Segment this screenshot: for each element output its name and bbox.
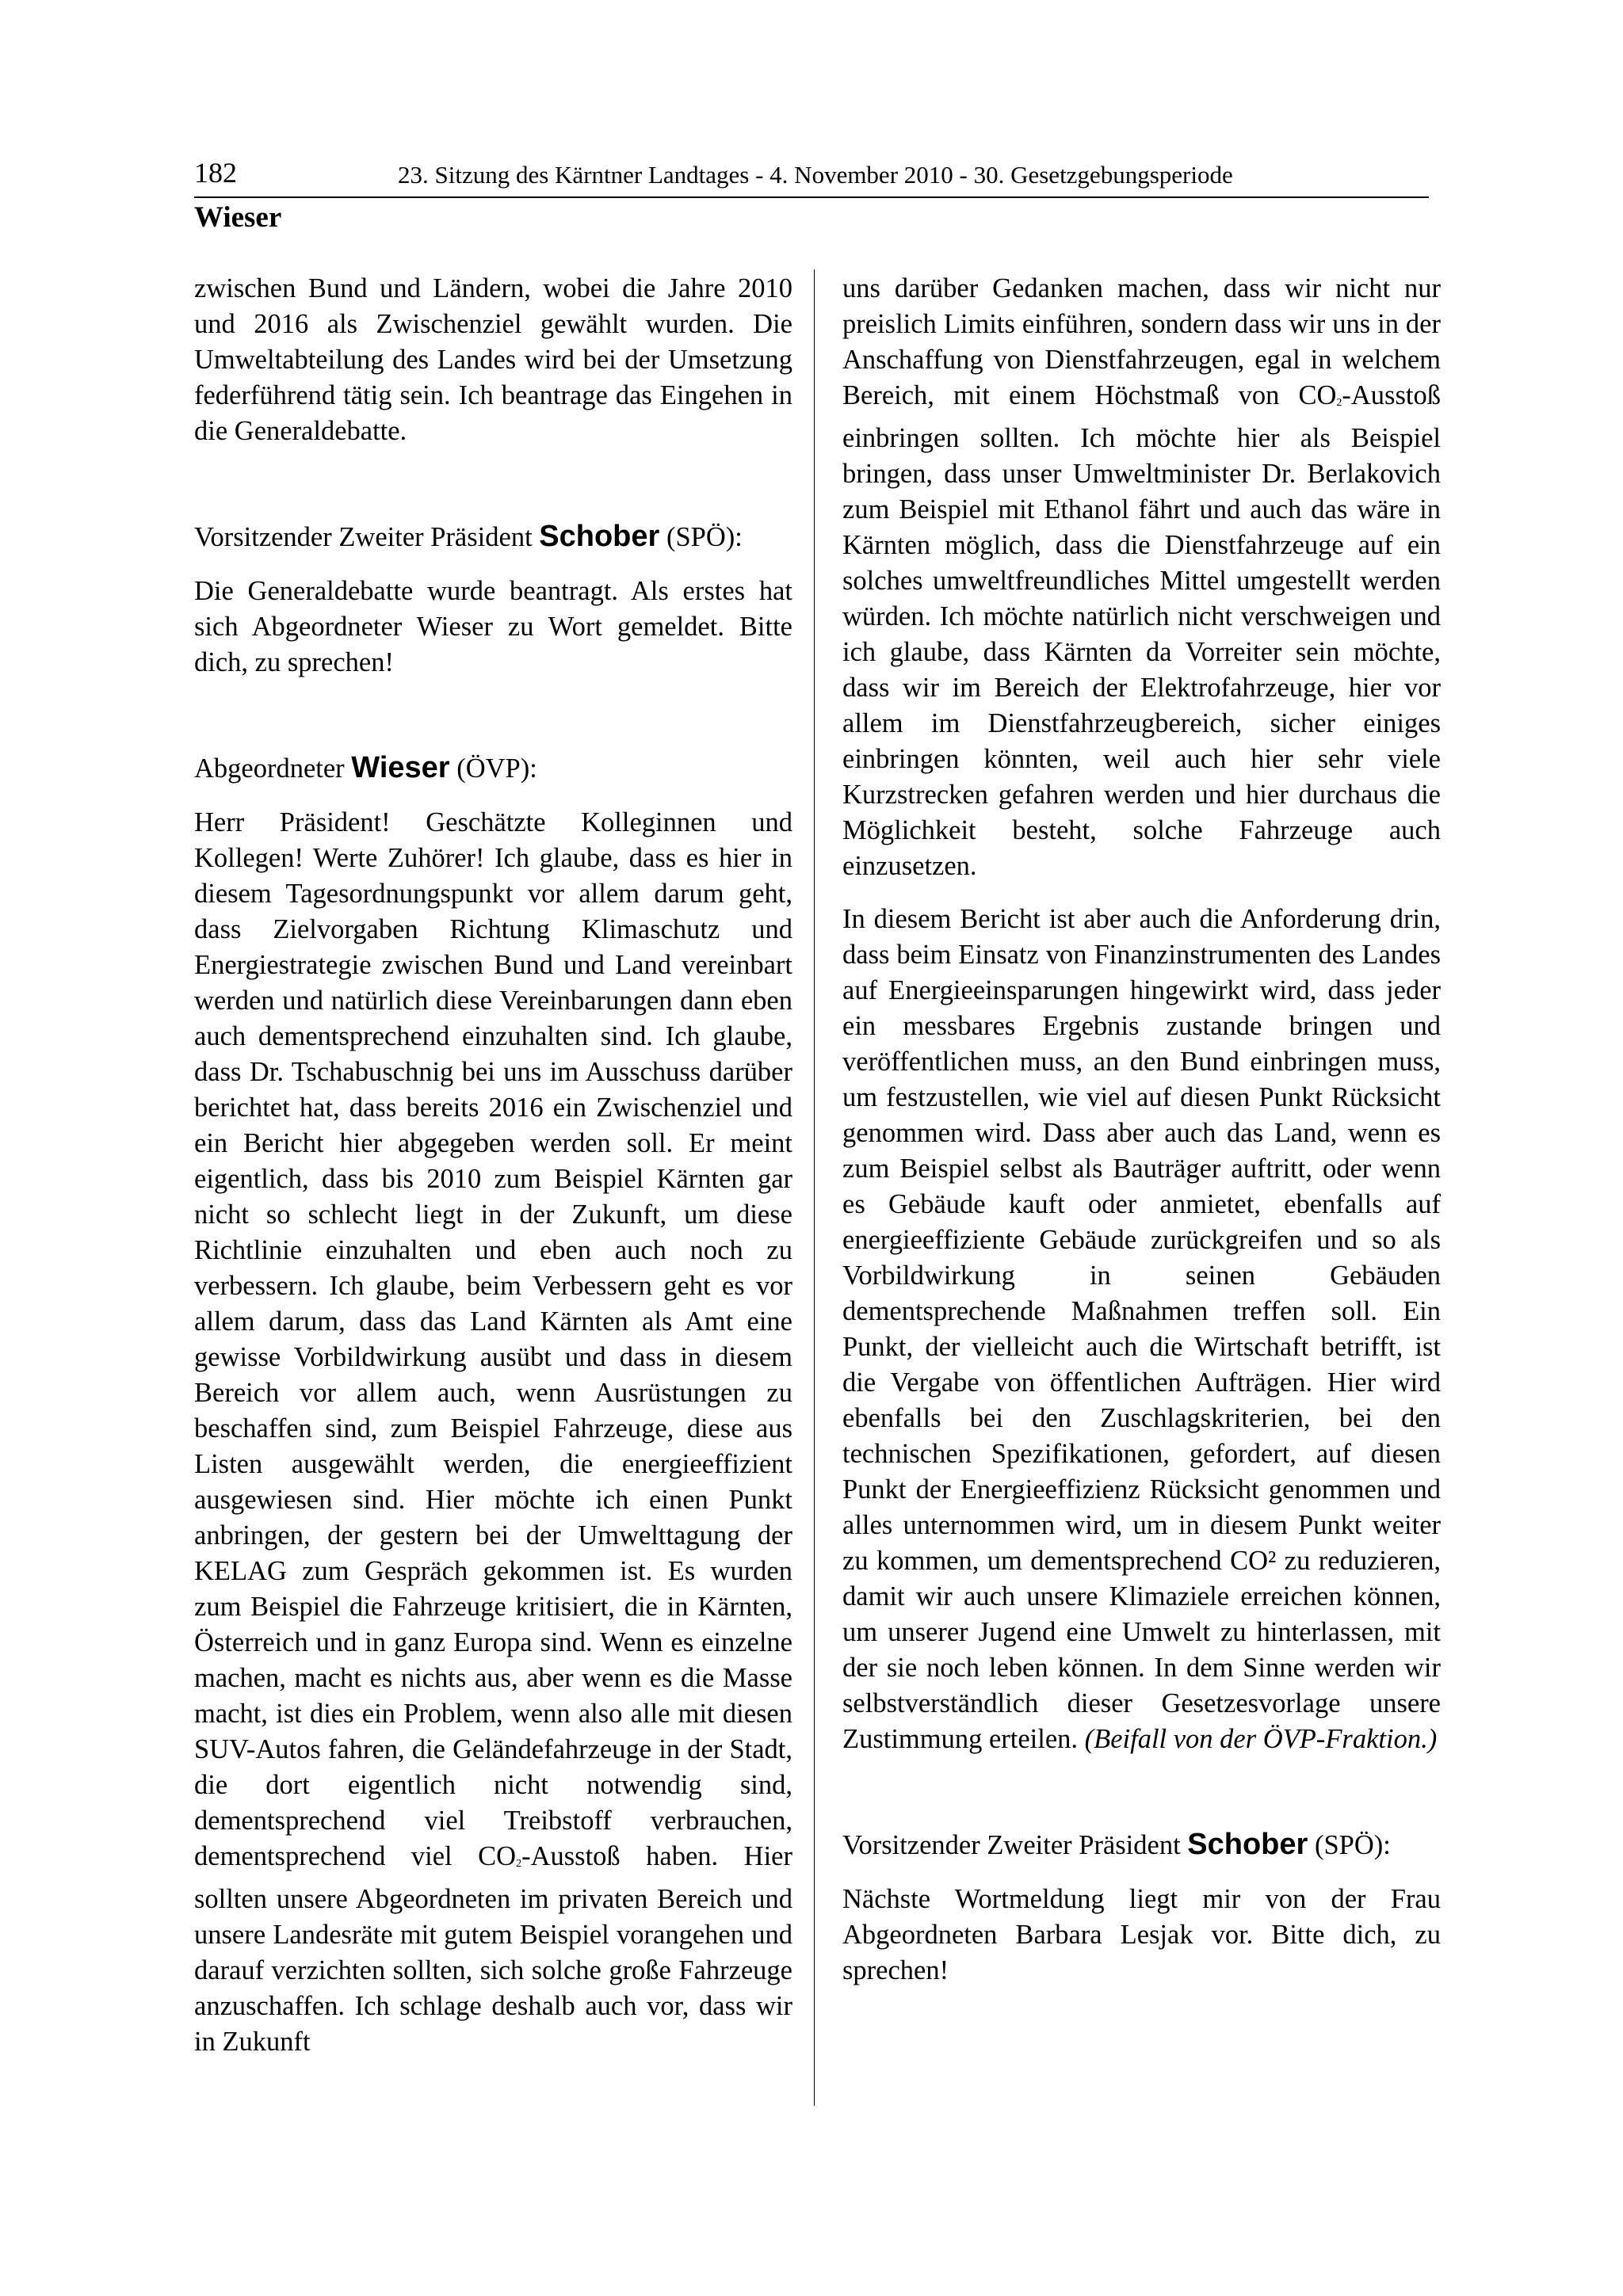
co2-subscript: 2 [516, 1858, 522, 1870]
speaker-line [194, 749, 792, 788]
speaker-name: Schober [1187, 1828, 1308, 1861]
speaker-party: (SPÖ): [659, 522, 743, 552]
speech-text: Herr Präsident! Geschätzte Kolleginnen und Kollegen! Werte Zuhörer! Ich glaube, dass es hier in diesem Tagesordnungspunkt vor allem darum geht, dass Zielvorgaben Richtung Klimaschutz und Energiestrategie zwischen Bund und Land vereinbart werden und natürlich diese Vereinbarungen dann eben auch dementsprechend einzuhalten sind. Ich glaube, dass Dr. Tschabuschnig bei uns im Ausschuss darüber berichtet hat, dass bereits 2016 ein Zwischenziel und ein Bericht hier abgegeben werden soll. Er meint eigentlich, dass bis 2010 zum Beispiel Kärnten gar nicht so schlecht liegt in der Zukunft, um diese Richtlinie einzuhalten und eben auch noch zu verbessern. Ich glaube, beim Verbessern geht es vor allem darum, dass das Land Kärnten als Amt eine gewisse Vorbildwirkung ausübt und dass in diesem Bereich vor allem auch, wenn Ausrüstungen zu beschaffen sind, zum Beispiel Fahrzeuge, diese aus Listen ausgewählt werden, die energieeffizient ausgewiesen sind. Hier möchte ich einen Punkt anbringen, der gestern bei der Umwelttagung der KELAG zum Gespräch gekommen ist. Es wurden zum Beispiel die Fahrzeuge kritisiert, die in Kärnten, Österreich und in ganz Europa sind. Wenn es einzelne machen, macht es nichts aus, aber wenn es die Masse macht, ist dies ein Problem, wenn also alle mit diesen SUV-Autos fahren, die Geländefahrzeuge in der Stadt, die dort eigentlich nicht notwendig sind, dementsprechend viel Treibstoff verbrauchen, dementsprechend viel CO [194, 807, 792, 1871]
speech-text: -Ausstoß einbringen sollten. Ich möchte hier als Beispiel bringen, dass unser Umweltminister Dr. Berlakovich zum Beispiel mit Ethanol fährt und auch das wäre in Kärnten möglich, dass die Dienstfahrzeuge auf ein solches umweltfreundliches Mittel umgestellt werden würden. Ich möchte natürlich nicht verschweigen und ich glaube, dass Kärnten da Vorreiter sein möchte, dass wir im Bereich der Elektrofahrzeuge, hier vor allem im Dienstfahrzeugbereich, sicher einiges einbringen könnten, weil auch hier sehr viele Kurzstrecken gefahren werden und hier durchaus die Möglichkeit besteht, solche Fahrzeuge auch einzusetzen. [842, 380, 1441, 881]
paragraph [842, 902, 1441, 1757]
speech-text: In diesem Bericht ist aber auch die Anforderung drin, dass beim Einsatz von Finanzinstrumenten des Landes auf Energieeinsparungen hingewirkt wird, dass jeder ein messbares Ergebnis zustande bringen und veröffentlichen muss, an den Bund einbringen muss, um festzustellen, wie viel auf diesen Punkt Rücksicht genommen wird. Dass aber auch das Land, wenn es zum Beispiel selbst als Bauträger auftritt, oder wenn es Gebäude kauft oder anmietet, ebenfalls auf energieeffiziente Gebäude zurückgreifen und so als Vorbildwirkung in seinen Gebäuden dementsprechende Maßnahmen treffen soll. Ein Punkt, der vielleicht auch die Wirtschaft betrifft, ist die Vergabe von öffentlichen Aufträgen. Hier wird ebenfalls bei den Zuschlagskriterien, bei den technischen Spezifikationen, gefordert, auf diesen Punkt der Energieeffizienz Rücksicht genommen und alles unternommen wird, um in diesem Punkt weiter zu kommen, um dementsprechend CO² zu reduzieren, damit wir auch unsere Klimaziele erreichen können, um unserer Jugend eine Umwelt zu hinterlassen, mit der sie noch leben können. In dem Sinne werden wir selbstverständlich dieser Gesetzesvorlage unsere Zustimmung erteilen. [842, 904, 1441, 1754]
paragraph [842, 271, 1441, 884]
page-number: 182 [194, 157, 237, 189]
speaker-title: Vorsitzender Zweiter Präsident [842, 1830, 1188, 1860]
speaker-heading: Wieser [194, 201, 282, 234]
speaker-party: (ÖVP): [449, 753, 537, 784]
applause-note: (Beifall von der ÖVP-Fraktion.) [1084, 1724, 1438, 1754]
speaker-line [194, 517, 792, 556]
paragraph [194, 805, 792, 2060]
speaker-party: (SPÖ): [1308, 1830, 1391, 1860]
speech-text: uns darüber Gedanken machen, dass wir nicht nur preislich Limits einführen, sondern dass wir uns in der Anschaffung von Dienstfahrzeugen, egal in welchem Bereich, mit einem Höchstmaß von CO [842, 273, 1441, 410]
speaker-title: Vorsitzender Zweiter Präsident [194, 522, 540, 552]
header-rule [194, 196, 1429, 198]
co2-subscript: 2 [1336, 397, 1342, 409]
right-column [842, 271, 1441, 1989]
column-divider [814, 269, 815, 2106]
speaker-name: Schober [539, 520, 660, 553]
running-title: 23. Sitzung des Kärntner Landtages - 4. November 2010 - 30. Gesetzgebungsperiode [398, 161, 1233, 189]
paragraph: zwischen Bund und Ländern, wobei die Jahre 2010 und 2016 als Zwischenziel gewählt wurden. Die Umweltabteilung des Landes wird bei der Umsetzung federführend tätig sein. Ich beantrage das Eingehen in die Generaldebatte. [194, 273, 792, 446]
paragraph: Die Generaldebatte wurde beantragt. Als erstes hat sich Abgeordneter Wieser zu Wort gemeldet. Bitte dich, zu sprechen! [194, 576, 792, 677]
speaker-line [842, 1825, 1441, 1864]
speech-text: -Ausstoß haben. Hier sollten unsere Abgeordneten im privaten Bereich und unsere Landesräte mit gutem Beispiel vorangehen und darauf verzichten sollten, sich solche große Fahrzeuge anzuschaffen. Ich schlage deshalb auch vor, dass wir in Zukunft [194, 1841, 792, 2057]
speaker-title: Abgeordneter [194, 753, 352, 784]
speaker-name: Wieser [351, 751, 450, 784]
left-column [194, 271, 792, 2060]
paragraph: Nächste Wortmeldung liegt mir von der Frau Abgeordneten Barbara Lesjak vor. Bitte dich, zu sprechen! [842, 1884, 1441, 1985]
